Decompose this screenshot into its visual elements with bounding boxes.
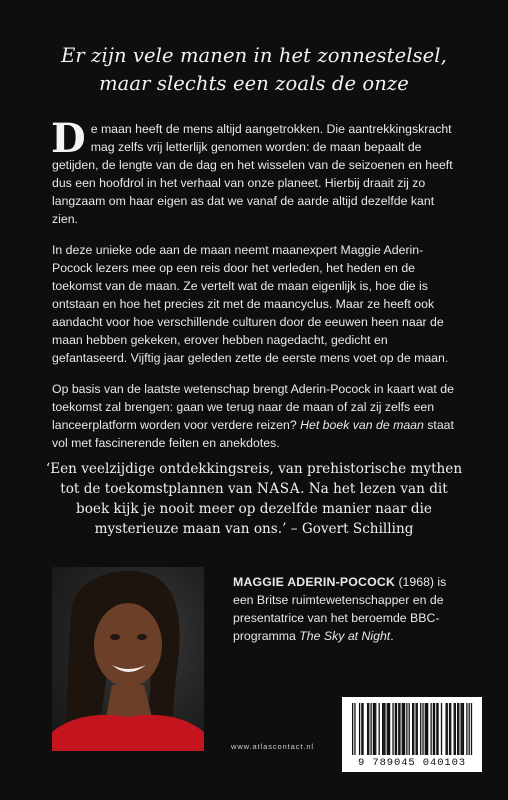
barcode-bar xyxy=(454,703,455,755)
barcode-bar xyxy=(450,703,451,755)
barcode-bar xyxy=(379,703,380,755)
barcode-bar xyxy=(420,703,421,755)
blurb-paragraph-3-text-a: Op basis van de laatste wetenschap brengt Aderin-Pocock in kaart wat de toekomst zal brengen: gaan we terug naar de maan of zal zij zelfs een lanceerplatform worden voor verdere reizen? xyxy=(52,382,454,432)
barcode-bar xyxy=(406,703,407,755)
author-bio xyxy=(233,573,463,645)
barcode-bar xyxy=(462,703,463,755)
publisher-website: www.atlascontact.nl xyxy=(231,742,314,751)
barcode-bar xyxy=(370,703,371,755)
barcode-bar xyxy=(404,703,405,755)
author-photo xyxy=(52,567,204,751)
blurb-paragraph-1-text: e maan heeft de mens altijd aangetrokken. Die aantrekkingskracht mag zelfs vrij letterlijk genomen worden: de maan bepaalt de getijden, de lengte van de dag en het wisselen van de seizoenen en heeft dus een hoofdrol in het verhaal van onze planeet. Hierbij draait zij zo langzaam om haar eigen as dat we vanaf de aarde altijd dezelfde kant zien. xyxy=(52,122,453,226)
blurb-paragraph-1 xyxy=(51,115,459,228)
barcode-bar xyxy=(388,703,389,755)
barcode-bar xyxy=(457,703,458,755)
barcode-bar xyxy=(417,703,418,755)
barcode-bar xyxy=(382,703,383,755)
barcode-bar xyxy=(466,703,467,755)
barcode-bar xyxy=(361,703,362,755)
quote-text-b: . Na het lezen van dit boek kijk je nooit meer op dezelfde manier naar die mysterieuze maan van ons.’ – Govert Schilling xyxy=(76,481,448,537)
barcode-bar xyxy=(389,703,390,755)
quote-text-a: ‘Een veelzijdige ontdekkingsreis, van prehistorische mythen tot de toekomstplannen van xyxy=(45,461,463,497)
barcode-bar xyxy=(445,703,446,755)
barcode-bar xyxy=(434,703,435,755)
barcode-bar xyxy=(409,703,410,755)
barcode-bar xyxy=(441,703,442,755)
book-title: Het boek van de maan xyxy=(300,418,424,432)
blurb-paragraph-3-text-b: staat vol met fascinerende feiten en anekdotes. xyxy=(52,418,454,450)
barcode-bar xyxy=(374,703,375,755)
blurb xyxy=(51,115,459,465)
barcode-bar xyxy=(359,703,360,755)
barcode-bar xyxy=(375,703,376,755)
author-portrait-illustration xyxy=(52,567,204,751)
barcode-bar xyxy=(392,703,393,755)
barcode-bar xyxy=(427,703,428,755)
barcode-bar xyxy=(395,703,396,755)
barcode-bar xyxy=(471,703,472,755)
barcode-bar xyxy=(455,703,456,755)
isbn-barcode xyxy=(342,697,482,772)
barcode-bar xyxy=(433,703,434,755)
barcode-bar xyxy=(430,703,431,755)
barcode-bar xyxy=(384,703,385,755)
barcode-bar xyxy=(449,703,450,755)
barcode-bar xyxy=(437,703,438,755)
barcode-bar xyxy=(422,703,423,755)
barcode-bar xyxy=(463,703,464,755)
barcode-bar xyxy=(460,703,461,755)
barcode-bar xyxy=(469,703,470,755)
blurb-paragraph-2: In deze unieke ode aan de maan neemt maanexpert Maggie Aderin-Pocock lezers mee op een reis door het verleden, het heden en de toekomst van de maan. Ze vertelt wat de maan eigenlijk is, hoe die is ontstaan en hoe het precies zit met de maancyclus. Maar ze heeft ook aandacht voor hoe verschillende culturen door de eeuwen heen naar de maan hebben gekeken, erover hebben nagedacht, gedicht en gefantaseerd. Vijftig jaar geleden zette de eerste mens voet op de maan. xyxy=(52,243,449,365)
barcode-bar xyxy=(354,703,355,755)
barcode-bar xyxy=(403,703,404,755)
tagline-line-1: Er zijn vele manen in het zonnestelsel, xyxy=(61,44,447,67)
barcode-bar xyxy=(373,703,374,755)
author-bio-end: . xyxy=(390,629,394,643)
barcode-bar xyxy=(399,703,400,755)
barcode-bar xyxy=(367,703,368,755)
tagline xyxy=(40,42,468,98)
barcode-bar xyxy=(458,703,459,755)
author-name: MAGGIE ADERIN-POCOCK xyxy=(233,575,396,589)
nasa-smallcaps: NASA xyxy=(256,481,301,497)
barcode-bar xyxy=(426,703,427,755)
barcode-bar xyxy=(412,703,413,755)
tagline-line-2: maar slechts een zoals de onze xyxy=(99,72,409,95)
barcode-bar xyxy=(425,703,426,755)
barcode-digits: 9 789045 040103 xyxy=(357,757,466,769)
barcode-bar xyxy=(396,703,397,755)
barcode-bar xyxy=(413,703,414,755)
drop-cap: D xyxy=(51,115,86,162)
author-bio-text: (1968) is een Britse ruimtewetenschapper en de presentatrice van het beroemde BBC-programma xyxy=(233,575,447,643)
barcode-bar xyxy=(398,703,399,755)
barcode-bar xyxy=(352,703,353,755)
review-quote xyxy=(44,459,464,539)
barcode-bar xyxy=(383,703,384,755)
barcode-bar xyxy=(447,703,448,755)
tv-show-title: The Sky at Night xyxy=(299,629,391,643)
barcode-bar xyxy=(362,703,363,755)
barcode-bar xyxy=(402,703,403,755)
barcode-bar xyxy=(387,703,388,755)
barcode-bar xyxy=(415,703,416,755)
blurb-paragraph-3 xyxy=(52,380,459,452)
barcode-bar xyxy=(436,703,437,755)
barcode-bar xyxy=(368,703,369,755)
